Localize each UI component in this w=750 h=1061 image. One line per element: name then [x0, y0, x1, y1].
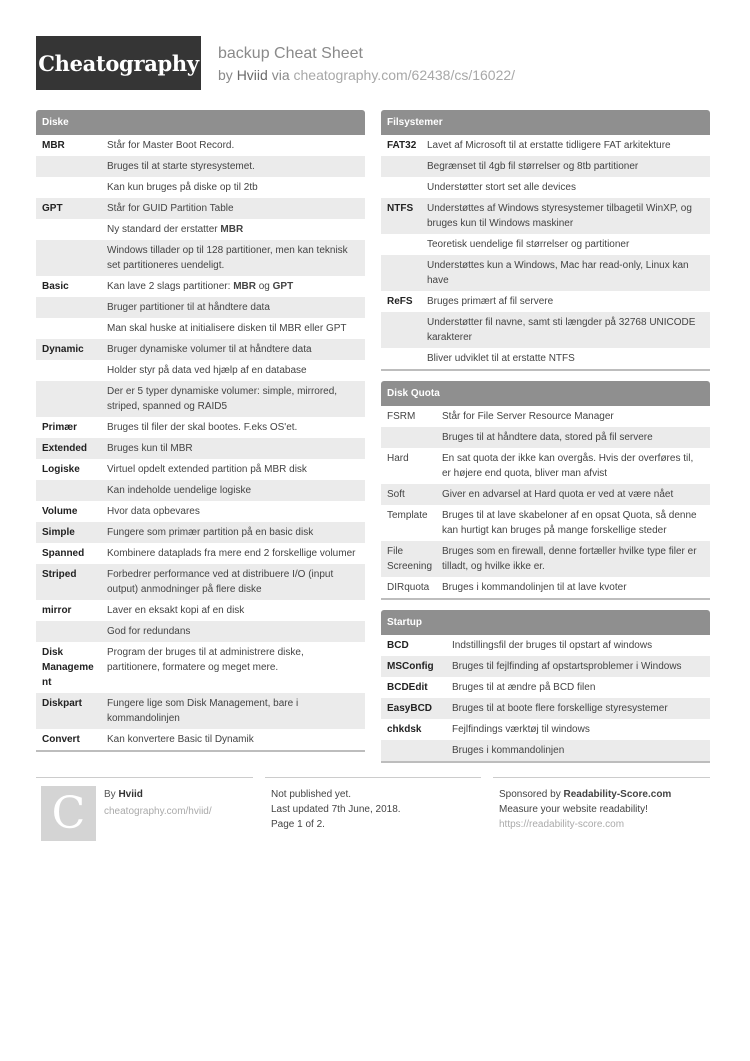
row-key: Extended — [42, 443, 88, 454]
table-row — [36, 543, 365, 564]
last-updated: Last updated 7th June, 2018. — [271, 804, 401, 815]
table-row — [36, 438, 365, 459]
row-value: Der er 5 typer dynamiske volumer: simple, mirrored, striped, spanned og RAID5 — [107, 386, 338, 412]
table-row — [381, 698, 710, 719]
table-row — [381, 348, 710, 369]
row-value: Står for GUID Partition Table — [107, 203, 234, 214]
section-rows — [381, 635, 710, 761]
row-key — [36, 318, 107, 339]
row-value: Bruges til at håndtere data, stored på fil servere — [442, 432, 653, 443]
row-value: Står for File Server Resource Manager — [442, 411, 614, 422]
row-key: Hard — [387, 453, 409, 464]
sponsor-url[interactable]: https://readability-score.com — [499, 819, 625, 830]
section-title: Filsystemer — [381, 110, 710, 135]
table-row — [381, 505, 710, 541]
table-row — [36, 135, 365, 156]
row-key: Basic — [42, 281, 69, 292]
row-key: Disk Manageme nt — [42, 647, 94, 688]
table-row — [36, 564, 365, 600]
left-column — [36, 110, 365, 762]
sheet-link[interactable]: cheatography.com/62438/cs/16022/ — [293, 67, 516, 83]
author-profile-link[interactable]: cheatography.com/hviid/ — [104, 806, 212, 817]
row-value: Bruger dynamiske volumer til at håndtere data — [107, 344, 312, 355]
row-key: BCDEdit — [387, 682, 428, 693]
section-startup — [381, 610, 710, 763]
row-key: FSRM — [387, 411, 416, 422]
row-key: ReFS — [387, 296, 413, 307]
row-value: Giver en advarsel at Hard quota er ved at være nået — [442, 489, 674, 500]
row-value: Bruges i kommandolinjen til at lave kvoter — [442, 582, 627, 593]
table-row — [36, 501, 365, 522]
table-row — [36, 621, 365, 642]
row-value: Kan konvertere Basic til Dynamik — [107, 734, 254, 745]
avatar[interactable] — [41, 786, 96, 841]
avatar-letter: C — [51, 788, 86, 839]
table-row — [36, 729, 365, 750]
row-key: Volume — [42, 506, 78, 517]
section-rows — [381, 406, 710, 598]
byline-via: via — [271, 67, 290, 83]
row-key — [381, 348, 427, 369]
row-value: Står for Master Boot Record. — [107, 140, 235, 151]
row-value: God for redundans — [107, 626, 191, 637]
row-value: Bruges til at starte styresystemet. — [107, 161, 255, 172]
row-value: Bruges til at boote flere forskellige styresystemer — [452, 703, 668, 714]
sponsor-line — [493, 787, 710, 802]
row-value: Virtuel opdelt extended partition på MBR disk — [107, 464, 307, 475]
row-key: Diskpart — [42, 698, 83, 709]
row-value: Man skal huske at initialisere disken til MBR eller GPT — [107, 323, 347, 334]
row-value: Understøtter fil navne, samt sti længder på 32768 UNICODE karakterer — [427, 317, 696, 343]
table-row — [381, 656, 710, 677]
section-filsystemer — [381, 110, 710, 371]
table-row — [36, 297, 365, 318]
row-key: Primær — [42, 422, 78, 433]
row-key — [36, 297, 107, 318]
section-diske — [36, 110, 365, 752]
table-row — [381, 577, 710, 598]
table-row — [381, 255, 710, 291]
footer-author-name[interactable]: Hviid — [118, 789, 143, 800]
byline — [218, 67, 515, 83]
row-value: Forbedrer performance ved at distribuere I/O (input output) anmodninger på flere diske — [107, 569, 334, 595]
table-row — [381, 541, 710, 577]
footer — [36, 777, 710, 847]
row-value: Holder styr på data ved hjælp af en database — [107, 365, 307, 376]
row-value: Lavet af Microsoft til at erstatte tidligere FAT arkitekture — [427, 140, 671, 151]
table-row — [36, 459, 365, 480]
table-row — [36, 360, 365, 381]
table-row — [381, 198, 710, 234]
row-value: Bruges til at ændre på BCD filen — [452, 682, 596, 693]
row-key: mirror — [42, 605, 72, 616]
row-value: Begrænset til 4gb fil størrelser og 8tb partitioner — [427, 161, 639, 172]
table-row — [381, 312, 710, 348]
row-key — [36, 360, 107, 381]
row-value: Windows tillader op til 128 partitioner, men kan teknisk set partitioneres uendeligt. — [107, 245, 348, 271]
table-row — [381, 291, 710, 312]
row-value: Teoretisk uendelige fil størrelser og partitioner — [427, 239, 630, 250]
table-row — [36, 693, 365, 729]
row-key: EasyBCD — [387, 703, 433, 714]
row-value: Ny standard der erstatter MBR — [107, 224, 244, 235]
table-row — [36, 198, 365, 219]
table-row — [381, 484, 710, 505]
row-key: Soft — [387, 489, 405, 500]
row-key — [381, 312, 427, 348]
section-title: Diske — [36, 110, 365, 135]
page-title: backup Cheat Sheet — [218, 45, 363, 62]
row-key: Logiske — [42, 464, 80, 475]
row-key — [36, 480, 107, 501]
logo-text: Cheatography — [38, 50, 199, 76]
table-row — [36, 600, 365, 621]
table-row — [381, 427, 710, 448]
row-key: MBR — [42, 140, 65, 151]
footer-sponsor — [493, 777, 710, 832]
row-value: Bruges til at lave skabeloner af en opsat Quota, så denne kan hurtigt kan bruges på mange forskellige steder — [442, 510, 697, 536]
right-column — [381, 110, 710, 773]
section-rows — [36, 135, 365, 750]
row-value: Bruges kun til MBR — [107, 443, 193, 454]
row-value: Indstillingsfil der bruges til opstart af windows — [452, 640, 653, 651]
table-row — [36, 339, 365, 360]
table-row — [381, 740, 710, 761]
row-key — [381, 156, 427, 177]
row-key — [36, 240, 107, 276]
row-key: DIRquota — [387, 582, 430, 593]
row-key — [36, 219, 107, 240]
row-value: Fejlfindings værktøj til windows — [452, 724, 590, 735]
row-key: File Screening — [387, 546, 433, 572]
row-key — [36, 156, 107, 177]
footer-by: By — [104, 789, 116, 800]
row-value: Bruges som en firewall, denne fortæller hvilke type filer er tilladt, og hvilke ikke er. — [442, 546, 697, 572]
row-key — [381, 255, 427, 291]
table-row — [36, 219, 365, 240]
row-key: chkdsk — [387, 724, 422, 735]
row-value: Kan kun bruges på diske op til 2tb — [107, 182, 258, 193]
table-row — [36, 522, 365, 543]
table-row — [381, 635, 710, 656]
row-value: Bruger partitioner til at håndtere data — [107, 302, 270, 313]
row-key: Spanned — [42, 548, 85, 559]
table-row — [36, 177, 365, 198]
table-row — [381, 234, 710, 255]
row-key — [36, 381, 107, 417]
table-row — [36, 240, 365, 276]
row-key: NTFS — [387, 203, 414, 214]
row-value: Understøttes kun a Windows, Mac har read-only, Linux kan have — [427, 260, 689, 286]
author-link[interactable]: Hviid — [236, 67, 268, 83]
row-value: Program der bruges til at administrere diske, partitionere, formatere og meget mere. — [107, 647, 304, 673]
row-value: Fungere lige som Disk Management, bare i kommandolinjen — [107, 698, 299, 724]
table-row — [381, 448, 710, 484]
section-rows — [381, 135, 710, 369]
table-row — [381, 719, 710, 740]
row-key: BCD — [387, 640, 409, 651]
row-key: Striped — [42, 569, 77, 580]
row-value: Kan indeholde uendelige logiske — [107, 485, 252, 496]
footer-meta — [265, 777, 481, 832]
row-key — [36, 177, 107, 198]
row-value: Understøtter stort set alle devices — [427, 182, 576, 193]
footer-author — [36, 777, 253, 839]
row-key: Template — [387, 510, 428, 521]
row-key: Simple — [42, 527, 75, 538]
row-key: Convert — [42, 734, 80, 745]
cheatography-logo[interactable] — [36, 36, 201, 90]
row-key — [381, 427, 442, 448]
row-value: Bruges til filer der skal bootes. F.eks OS'et. — [107, 422, 298, 433]
table-row — [36, 417, 365, 438]
table-row — [36, 318, 365, 339]
table-row — [381, 406, 710, 427]
table-row — [381, 156, 710, 177]
row-value: Understøttes af Windows styresystemer tilbagetil WinXP, og bruges kun til Windows maskiner — [427, 203, 692, 229]
table-row — [381, 135, 710, 156]
row-value: Bruges i kommandolinjen — [452, 745, 565, 756]
page-number: Page 1 of 2. — [271, 819, 325, 830]
table-row — [36, 276, 365, 297]
table-row — [36, 480, 365, 501]
row-key — [381, 740, 452, 761]
table-row — [36, 642, 365, 693]
row-value: Fungere som primær partition på en basic disk — [107, 527, 314, 538]
row-value: Bliver udviklet til at erstatte NTFS — [427, 353, 575, 364]
row-value: En sat quota der ikke kan overgås. Hvis der overføres til, er højere end quota, bliver man afvist — [442, 453, 694, 479]
section-disk-quota — [381, 381, 710, 600]
table-row — [36, 156, 365, 177]
row-key: MSConfig — [387, 661, 434, 672]
row-value: Laver en eksakt kopi af en disk — [107, 605, 245, 616]
section-title: Disk Quota — [381, 381, 710, 406]
table-row — [36, 381, 365, 417]
row-value: Bruges til fejlfinding af opstartsproblemer i Windows — [452, 661, 682, 672]
row-key — [36, 621, 107, 642]
section-title: Startup — [381, 610, 710, 635]
row-value: Hvor data opbevares — [107, 506, 200, 517]
row-key: Dynamic — [42, 344, 84, 355]
row-value: Kan lave 2 slags partitioner: MBR og GPT — [107, 281, 294, 292]
sponsor-tagline: Measure your website readability! — [499, 804, 648, 815]
byline-by: by — [218, 67, 233, 83]
row-key: GPT — [42, 203, 63, 214]
sponsor-prefix: Sponsored by — [499, 789, 561, 800]
sponsor-name[interactable]: Readability-Score.com — [563, 789, 672, 800]
row-key — [381, 177, 427, 198]
table-row — [381, 177, 710, 198]
row-key — [381, 234, 427, 255]
footer-byline — [104, 789, 143, 800]
row-value: Kombinere dataplads fra mere end 2 forskellige volumer — [107, 548, 356, 559]
row-key: FAT32 — [387, 140, 417, 151]
table-row — [381, 677, 710, 698]
published-status: Not published yet. — [271, 789, 352, 800]
row-value: Bruges primært af fil servere — [427, 296, 554, 307]
